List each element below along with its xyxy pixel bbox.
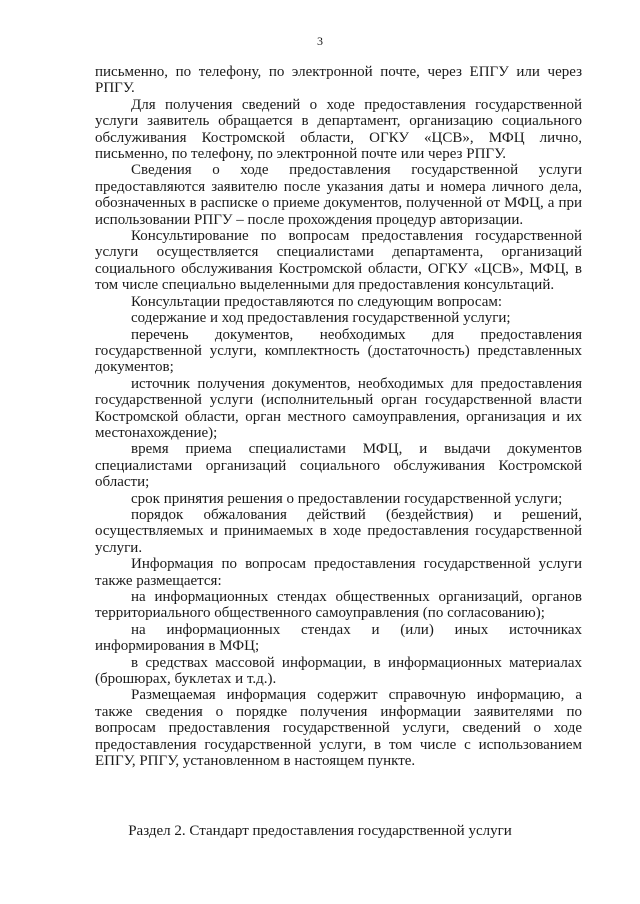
paragraph: Информация по вопросам предоставления государственной услуги также размещается:	[95, 556, 582, 589]
page-number: 3	[317, 34, 323, 48]
paragraph: Размещаемая информация содержит справочную информацию, а также сведения о порядке получения информации заявителями по вопросам предоставления государственной услуги, сведений о ходе предоставления государственной услуги, в том числе с использованием ЕПГУ, РПГУ, установленном в настоящем пункте.	[95, 687, 582, 770]
paragraph: Консультирование по вопросам предоставления государственной услуги осуществляется специалистами департамента, организаций социального обслуживания Костромской области, ОГКУ «ЦСВ», МФЦ, в том числе специально выделенными для предоставления консультаций.	[95, 228, 582, 294]
list-item: срок принятия решения о предоставлении государственной услуги;	[131, 490, 563, 507]
paragraph: письменно, по телефону, по электронной почте, через ЕПГУ или через РПГУ.	[95, 64, 582, 97]
list-item: на информационных стендах общественных организаций, органов территориального общественного самоуправления (по согласованию);	[95, 589, 582, 622]
list-item: время приема специалистами МФЦ, и выдачи документов специалистами организаций социального обслуживания Костромской области;	[95, 441, 582, 491]
paragraph: Консультации предоставляются по следующим вопросам:	[131, 293, 503, 310]
list-item: в средствах массовой информации, в информационных материалах (брошюрах, буклетах и т.д.).	[95, 654, 582, 688]
section-heading: Раздел 2. Стандарт предоставления государственной услуги	[128, 823, 512, 839]
list-item: источник получения документов, необходимых для предоставления государственной услуги (исполнительный орган государственной власти Костромской области, орган местного самоуправления, организация и их местонахождение);	[95, 375, 582, 441]
document-body	[95, 64, 582, 769]
list-item: на информационных стендах и (или) иных источниках информирования в МФЦ;	[95, 621, 582, 655]
list-item: содержание и ход предоставления государственной услуги;	[131, 310, 511, 327]
list-item: порядок обжалования действий (бездействия) и решений, осуществляемых и принимаемых в ходе предоставления государственной услуги.	[95, 506, 582, 556]
paragraph: Сведения о ходе предоставления государственной услуги предоставляются заявителю после указания даты и номера личного дела, обозначенных в расписке о приеме документов, полученной от МФЦ, а при использовании РПГУ – после прохождения процедур авторизации.	[95, 162, 582, 228]
list-item: перечень документов, необходимых для предоставления государственной услуги, комплектность (достаточность) представленных документов;	[95, 326, 582, 376]
paragraph: Для получения сведений о ходе предоставления государственной услуги заявитель обращается в департамент, организацию социального обслуживания Костромской области, ОГКУ «ЦСВ», МФЦ лично, письменно, по телефону, по электронной почте или через РПГУ.	[95, 96, 582, 163]
